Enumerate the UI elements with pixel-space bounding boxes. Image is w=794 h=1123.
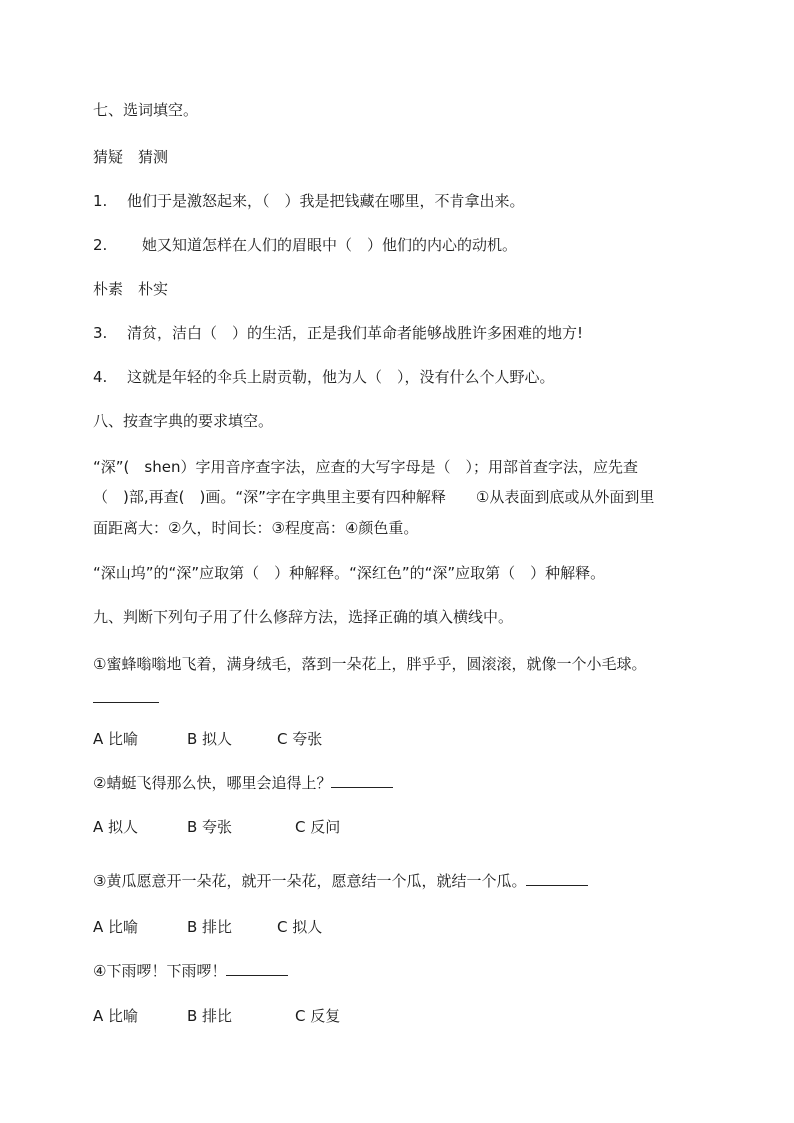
- section8-title: 八、按查字典的要求填空。: [93, 412, 274, 430]
- option-b: B 夸张: [187, 818, 233, 836]
- question-number: 2.: [93, 236, 108, 254]
- option-c: C 夸张: [277, 730, 323, 748]
- question-text: 清贫，洁白（ ）的生活，正是我们革命者能够战胜许多困难的地方!: [127, 324, 584, 342]
- options-1: [93, 729, 322, 749]
- sentence-3: [93, 871, 588, 891]
- option-c: C 反问: [295, 818, 341, 836]
- dictionary-line-3: 面距离大：②久，时间长：③程度高：④颜色重。: [93, 519, 419, 537]
- dictionary-line-4: “深山坞”的“深”应取第（ ）种解释。“深红色”的“深”应取第（ ）种解释。: [93, 564, 606, 582]
- answer-blank[interactable]: [93, 688, 159, 703]
- option-a: A 比喻: [93, 1007, 139, 1025]
- section9-title: 九、判断下列句子用了什么修辞方法，选择正确的填入横线中。: [93, 608, 514, 626]
- options-2: [93, 817, 340, 837]
- sentence-text: ④下雨啰！下雨啰！: [93, 962, 227, 980]
- option-b: B 排比: [187, 918, 233, 936]
- question-text: 她又知道怎样在人们的眉眼中（ ）他们的内心的动机。: [127, 236, 518, 254]
- sentence-2: [93, 773, 393, 793]
- option-c: C 反复: [295, 1007, 341, 1025]
- option-b: B 拟人: [187, 730, 233, 748]
- option-b: B 排比: [187, 1007, 233, 1025]
- sentence-text: ②蜻蜓飞得那么快，哪里会追得上？: [93, 774, 332, 792]
- question-number: 3.: [93, 324, 108, 342]
- question-3: [93, 323, 583, 343]
- question-text: 这就是年轻的伞兵上尉贡勒，他为人（ ），没有什么个人野心。: [127, 368, 555, 386]
- option-a: A 比喻: [93, 918, 139, 936]
- word-pair-2: 朴素 朴实: [93, 280, 169, 298]
- word-pair-1: 猜疑 猜测: [93, 148, 169, 166]
- answer-blank[interactable]: [526, 871, 588, 886]
- option-c: C 拟人: [277, 918, 323, 936]
- question-2: [93, 235, 517, 255]
- option-a: A 比喻: [93, 730, 139, 748]
- sentence-1: ①蜜蜂嗡嗡地飞着，满身绒毛，落到一朵花上，胖乎乎，圆滚滚，就像一个小毛球。: [93, 655, 647, 673]
- sentence-4: [93, 961, 288, 981]
- sentence-text: ③黄瓜愿意开一朵花，就开一朵花，愿意结一个瓜，就结一个瓜。: [93, 872, 527, 890]
- dictionary-line-2: （ )部,再查( )画。“深”字在字典里主要有四种解释 ①从表面到底或从外面到里: [93, 488, 655, 506]
- question-4: [93, 367, 555, 387]
- option-a: A 拟人: [93, 818, 139, 836]
- options-3: [93, 917, 322, 937]
- question-text: 他们于是激怒起来，（ ）我是把钱藏在哪里，不肯拿出来。: [127, 192, 525, 210]
- options-4: [93, 1006, 340, 1026]
- answer-line-1: [93, 688, 159, 708]
- question-1: [93, 191, 525, 211]
- dictionary-line-1: “深”( shen）字用音序查字法，应查的大写字母是（ ）；用部首查字法，应先查: [93, 458, 638, 476]
- section7-title: 七、选词填空。: [93, 101, 199, 119]
- answer-blank[interactable]: [331, 773, 393, 788]
- question-number: 4.: [93, 368, 108, 386]
- answer-blank[interactable]: [226, 961, 288, 976]
- question-number: 1.: [93, 192, 108, 210]
